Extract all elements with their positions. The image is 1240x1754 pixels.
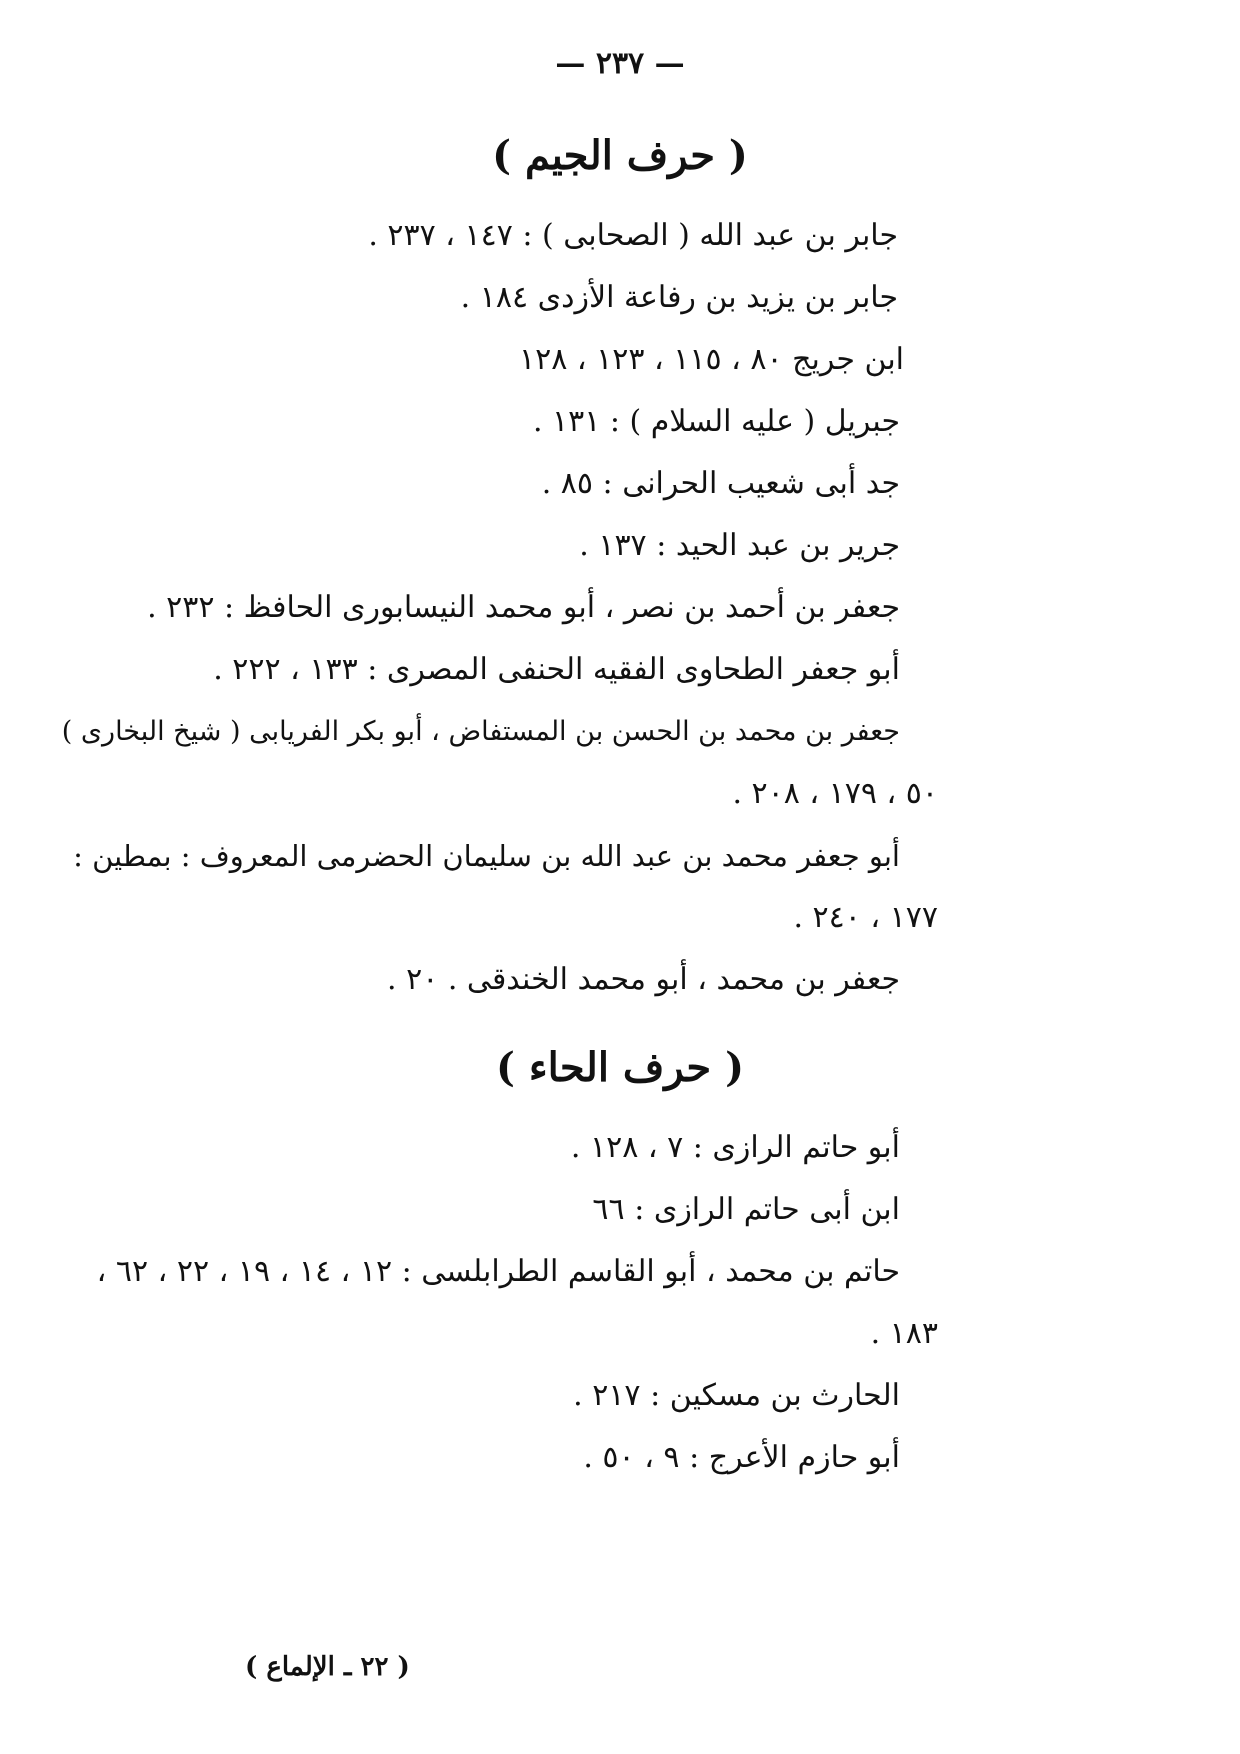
index-entry: أبو جعفر محمد بن عبد الله بن سليمان الحضرمى المعروف : بمطين :	[73, 839, 900, 873]
index-entry: أبو جعفر الطحاوى الفقيه الحنفى المصرى : ١٣٣ ، ٢٢٢ .	[213, 652, 900, 687]
index-entry: جد أبى شعيب الحرانى : ٨٥ .	[541, 466, 900, 501]
index-entry-continuation: ١٧٧ ، ٢٤٠ .	[793, 900, 938, 935]
index-entry: جبريل ( عليه السلام ) : ١٣١ .	[532, 404, 900, 439]
index-entry: جعفر بن محمد بن الحسن بن المستفاض ، أبو بكر الفريابى ( شيخ البخارى )	[61, 716, 900, 747]
index-entry: جابر بن عبد الله ( الصحابى ) : ١٤٧ ، ٢٣٧ .	[368, 218, 898, 253]
index-entry-continuation: ٥٠ ، ١٧٩ ، ٢٠٨ .	[732, 776, 938, 811]
index-entry: جابر بن يزيد بن رفاعة الأزدى ١٨٤ .	[460, 280, 898, 315]
section-title-jim: ( حرف الجيم )	[492, 132, 748, 179]
index-entry: جعفر بن محمد ، أبو محمد الخندقى . ٢٠ .	[387, 962, 900, 997]
index-entry: الحارث بن مسكين : ٢١٧ .	[573, 1378, 900, 1413]
page-number: — ٢٣٧ —	[555, 46, 685, 81]
index-entry: حاتم بن محمد ، أبو القاسم الطرابلسى : ١٢ ، ١٤ ، ١٩ ، ٢٢ ، ٦٢ ،	[96, 1254, 900, 1289]
index-entry: ابن أبى حاتم الرازى : ٦٦	[592, 1192, 900, 1227]
footer-signature: ( ٢٢ ـ الإلماع )	[245, 1652, 410, 1682]
index-entry: أبو حازم الأعرج : ٩ ، ٥٠ .	[583, 1440, 900, 1475]
index-entry: ابن جريج ٨٠ ، ١١٥ ، ١٢٣ ، ١٢٨	[519, 342, 904, 377]
index-entry: جعفر بن أحمد بن نصر ، أبو محمد النيسابورى الحافظ : ٢٣٢ .	[147, 590, 900, 625]
index-entry: جرير بن عبد الحيد : ١٣٧ .	[579, 528, 900, 563]
index-entry-continuation: ١٨٣ .	[870, 1316, 938, 1351]
section-title-ha: ( حرف الحاء )	[495, 1044, 744, 1091]
index-entry: أبو حاتم الرازى : ٧ ، ١٢٨ .	[570, 1130, 900, 1165]
